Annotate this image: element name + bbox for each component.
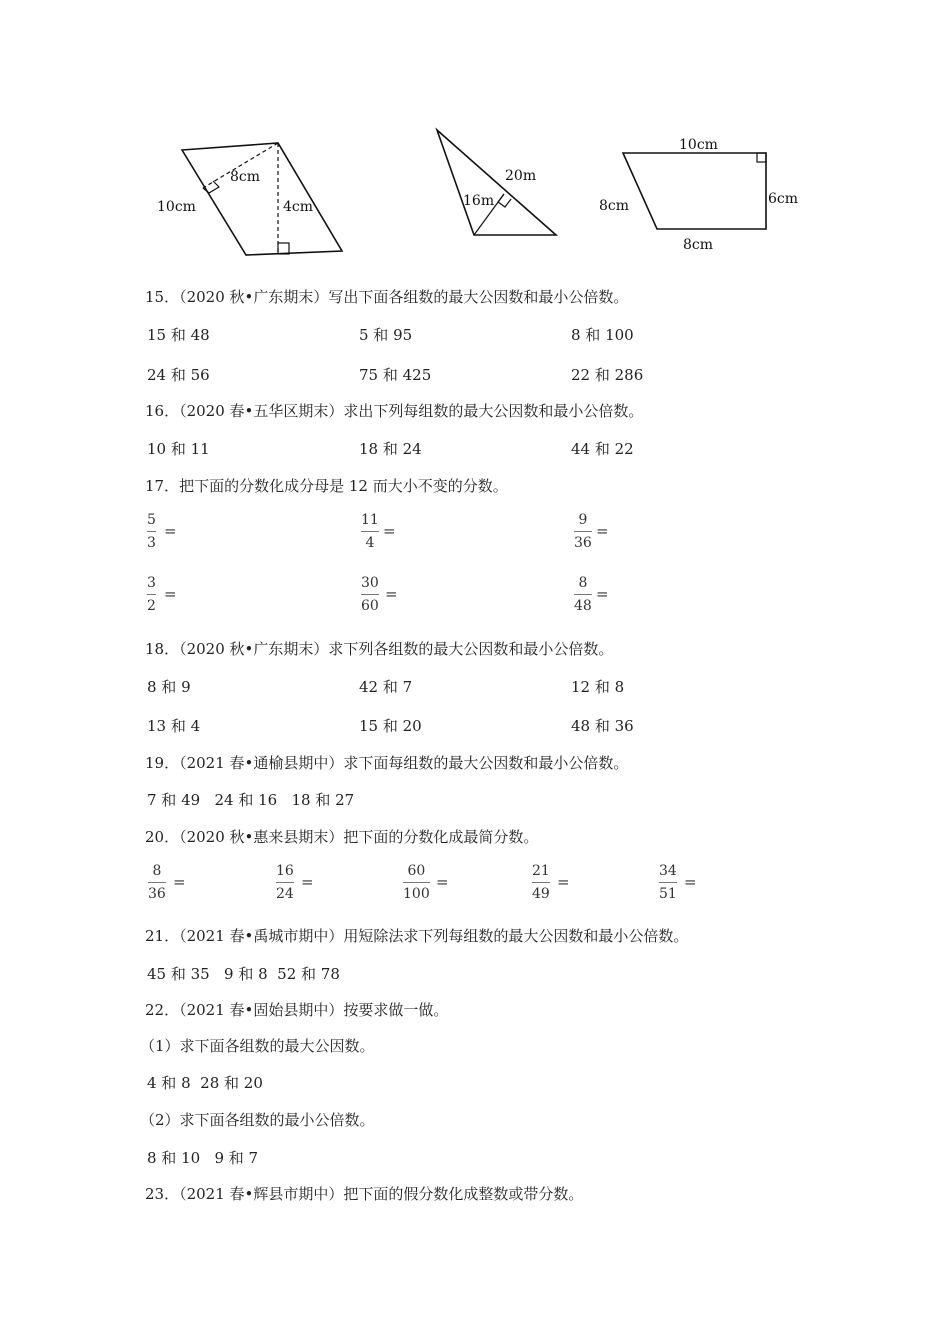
equals-sign: = — [301, 873, 314, 891]
q15-item: 15 和 48 — [147, 326, 210, 344]
numerator: 30 — [361, 575, 379, 591]
denominator: 36 — [148, 886, 166, 902]
fraction — [659, 862, 697, 903]
q22-part1-line: 4 和 8 28 和 20 — [147, 1074, 263, 1092]
q15-item: 8 和 100 — [571, 326, 634, 344]
numerator: 11 — [361, 512, 379, 528]
figures — [0, 0, 950, 270]
equals-sign: = — [164, 585, 177, 603]
fraction — [147, 574, 177, 615]
denominator: 3 — [147, 535, 156, 551]
fraction — [276, 862, 314, 903]
equals-sign: = — [164, 522, 177, 540]
q22-part2: （2）求下面各组数的最小公倍数。 — [140, 1111, 375, 1129]
q18-item: 8 和 9 — [147, 678, 191, 696]
q16-item: 10 和 11 — [147, 440, 210, 458]
para-height2-label: 4cm — [283, 199, 314, 215]
denominator: 2 — [147, 598, 156, 614]
denominator: 60 — [361, 598, 379, 614]
numerator: 3 — [147, 575, 156, 591]
q20-title: 20．（2020 秋•惠来县期末）把下面的分数化成最简分数。 — [145, 828, 539, 846]
q21-title: 21．（2021 春•禹城市期中）用短除法求下列每组数的最大公因数和最小公倍数。 — [145, 927, 689, 945]
q21-line: 45 和 35 9 和 8 52 和 78 — [147, 965, 340, 983]
q15-item: 5 和 95 — [359, 326, 413, 344]
q23-title: 23．（2021 春•辉县市期中）把下面的假分数化成整数或带分数。 — [145, 1185, 584, 1203]
denominator: 24 — [276, 886, 294, 902]
q15-item: 75 和 425 — [359, 366, 432, 384]
q18-title: 18．（2020 秋•广东期末）求下列各组数的最大公因数和最小公倍数。 — [145, 640, 614, 658]
q18-item: 42 和 7 — [359, 678, 413, 696]
tri-alt-label: 16m — [463, 193, 495, 209]
numerator: 5 — [147, 512, 156, 528]
q22-part2-line: 8 和 10 9 和 7 — [147, 1149, 259, 1167]
q17-title: 17．把下面的分数化成分母是 12 而大小不变的分数。 — [145, 477, 508, 495]
fraction — [148, 862, 186, 903]
triangle-figure — [437, 130, 556, 235]
fraction — [574, 511, 609, 552]
equals-sign: = — [596, 585, 609, 603]
denominator: 48 — [574, 598, 592, 614]
equals-sign: = — [385, 585, 398, 603]
trap-top-label: 10cm — [679, 137, 718, 153]
q16-title: 16．（2020 春•五华区期末）求出下列每组数的最大公因数和最小公倍数。 — [145, 402, 644, 420]
trap-bottom-label: 8cm — [683, 237, 714, 253]
q18-item: 13 和 4 — [147, 717, 201, 735]
fraction — [403, 862, 449, 903]
denominator: 36 — [574, 535, 592, 551]
equals-sign: = — [684, 873, 697, 891]
denominator: 4 — [365, 535, 375, 551]
numerator: 21 — [532, 863, 550, 879]
fraction — [147, 511, 177, 552]
numerator: 34 — [659, 863, 677, 879]
para-height1-label: 8cm — [230, 169, 261, 185]
q22-part1: （1）求下面各组数的最大公因数。 — [140, 1037, 375, 1055]
q15-title: 15．（2020 秋•广东期末）写出下面各组数的最大公因数和最小公倍数。 — [145, 288, 629, 306]
q15-item: 22 和 286 — [571, 366, 644, 384]
fraction — [532, 862, 570, 903]
equals-sign: = — [557, 873, 570, 891]
numerator: 9 — [578, 512, 588, 528]
q16-item: 44 和 22 — [571, 440, 634, 458]
trapezoid-figure — [599, 137, 798, 253]
numerator: 60 — [407, 863, 426, 879]
tri-hyp-label: 20m — [505, 168, 537, 184]
q19-line: 7 和 49 24 和 16 18 和 27 — [147, 791, 355, 809]
trap-left-label: 8cm — [599, 198, 630, 214]
equals-sign: = — [383, 522, 396, 540]
para-side-label: 10cm — [157, 199, 196, 215]
q19-title: 19．（2021 春•通榆县期中）求下面每组数的最大公因数和最小公倍数。 — [145, 754, 629, 772]
denominator: 49 — [532, 886, 550, 902]
denominator: 51 — [659, 886, 677, 902]
denominator: 100 — [403, 886, 430, 902]
numerator: 8 — [152, 863, 162, 879]
fraction — [574, 574, 609, 615]
fraction — [361, 511, 396, 552]
q18-item: 15 和 20 — [359, 717, 422, 735]
q18-item: 48 和 36 — [571, 717, 634, 735]
equals-sign: = — [436, 873, 449, 891]
q16-item: 18 和 24 — [359, 440, 422, 458]
q22-title: 22．（2021 春•固始县期中）按要求做一做。 — [145, 1001, 449, 1019]
fraction — [361, 574, 398, 615]
q15-item: 24 和 56 — [147, 366, 210, 384]
numerator: 8 — [578, 575, 588, 591]
parallelogram-figure — [157, 143, 342, 255]
equals-sign: = — [596, 522, 609, 540]
trap-right-label: 6cm — [768, 191, 799, 207]
q18-item: 12 和 8 — [571, 678, 625, 696]
equals-sign: = — [173, 873, 186, 891]
numerator: 16 — [276, 863, 294, 879]
